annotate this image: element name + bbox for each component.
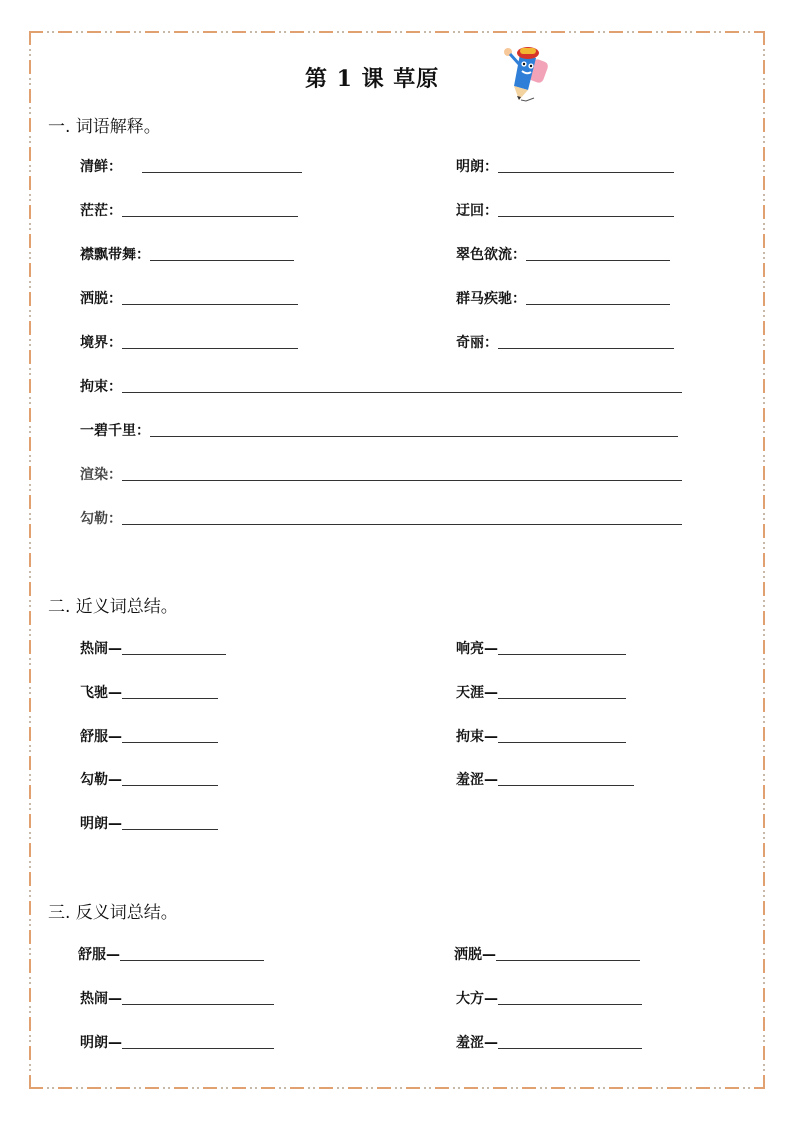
answer-blank[interactable] — [498, 1032, 642, 1049]
term-label: 羞涩— — [456, 1035, 498, 1051]
answer-blank[interactable] — [122, 288, 298, 305]
answer-blank[interactable] — [122, 638, 226, 655]
synonym-row — [456, 768, 634, 790]
term-label: 奇丽： — [456, 335, 498, 351]
answer-blank[interactable] — [122, 1032, 274, 1049]
term-label: 一碧千里： — [80, 423, 150, 439]
vocab-row — [80, 243, 294, 265]
antonym-row — [456, 1031, 642, 1053]
vocab-row — [456, 199, 674, 221]
answer-blank[interactable] — [150, 420, 678, 437]
term-label: 襟飘带舞： — [80, 247, 150, 263]
answer-blank[interactable] — [122, 332, 298, 349]
synonym-row — [80, 768, 218, 790]
answer-blank[interactable] — [498, 769, 634, 786]
synonym-row — [456, 725, 626, 747]
answer-blank[interactable] — [122, 769, 218, 786]
term-label: 勾勒— — [80, 772, 122, 788]
term-label: 群马疾驰： — [456, 291, 526, 307]
pencil-mascot-icon — [500, 40, 560, 104]
answer-blank[interactable] — [526, 244, 670, 261]
term-label: 响亮— — [456, 641, 498, 657]
answer-blank[interactable] — [122, 508, 682, 525]
answer-blank[interactable] — [526, 288, 670, 305]
vocab-row — [80, 155, 302, 177]
term-label: 境界： — [80, 335, 122, 351]
vocab-row-full — [80, 507, 682, 529]
term-label: 清鲜： — [80, 159, 122, 175]
term-label: 明朗： — [456, 159, 498, 175]
answer-blank[interactable] — [498, 682, 626, 699]
answer-blank[interactable] — [142, 156, 302, 173]
synonym-row — [80, 725, 218, 747]
answer-blank[interactable] — [498, 988, 642, 1005]
vocab-row-full — [80, 419, 678, 441]
antonym-row — [78, 943, 264, 965]
vocab-row — [456, 287, 670, 309]
term-label: 迂回： — [456, 203, 498, 219]
synonym-row — [80, 637, 226, 659]
answer-blank[interactable] — [120, 944, 264, 961]
term-label: 勾勒： — [80, 511, 122, 527]
term-label: 舒服— — [78, 947, 120, 963]
term-label: 渲染： — [80, 467, 122, 483]
answer-blank[interactable] — [498, 200, 674, 217]
answer-blank[interactable] — [122, 376, 682, 393]
answer-blank[interactable] — [498, 332, 674, 349]
vocab-row — [80, 331, 298, 353]
term-label: 羞涩— — [456, 772, 498, 788]
term-label: 舒服— — [80, 729, 122, 745]
term-label: 茫茫： — [80, 203, 122, 219]
vocab-row — [456, 155, 674, 177]
vocab-row-full — [80, 463, 682, 485]
border-top — [29, 31, 765, 33]
border-bottom — [29, 1087, 765, 1089]
page-title: 第 1 课 草原 — [305, 66, 440, 92]
vocab-row — [456, 243, 670, 265]
term-label: 大方— — [456, 991, 498, 1007]
term-label: 拘束： — [80, 379, 122, 395]
vocab-row — [80, 287, 298, 309]
term-label: 翠色欲流： — [456, 247, 526, 263]
answer-blank[interactable] — [122, 813, 218, 830]
border-right — [763, 31, 765, 1089]
term-label: 明朗— — [80, 1035, 122, 1051]
answer-blank[interactable] — [122, 464, 682, 481]
section-heading-synonyms: 二. 近义词总结。 — [48, 597, 178, 617]
term-label: 热闹— — [80, 991, 122, 1007]
term-label: 洒脱： — [80, 291, 122, 307]
answer-blank[interactable] — [498, 156, 674, 173]
term-label: 天涯— — [456, 685, 498, 701]
synonym-row — [456, 681, 626, 703]
answer-blank[interactable] — [150, 244, 294, 261]
border-left — [29, 31, 31, 1089]
vocab-row — [80, 199, 298, 221]
answer-blank[interactable] — [498, 726, 626, 743]
synonym-row — [80, 681, 218, 703]
term-label: 拘束— — [456, 729, 498, 745]
answer-blank[interactable] — [122, 200, 298, 217]
antonym-row — [456, 987, 642, 1009]
term-label: 明朗— — [80, 816, 122, 832]
section-heading-antonyms: 三. 反义词总结。 — [48, 903, 178, 923]
section-heading-vocab: 一. 词语解释。 — [48, 117, 161, 137]
antonym-row — [80, 987, 274, 1009]
antonym-row — [80, 1031, 274, 1053]
answer-blank[interactable] — [122, 682, 218, 699]
synonym-row — [80, 812, 218, 834]
answer-blank[interactable] — [498, 638, 626, 655]
answer-blank[interactable] — [122, 988, 274, 1005]
term-label: 飞驰— — [80, 685, 122, 701]
answer-blank[interactable] — [496, 944, 640, 961]
vocab-row-full — [80, 375, 682, 397]
synonym-row — [456, 637, 626, 659]
term-label: 热闹— — [80, 641, 122, 657]
dashed-page-border — [29, 31, 765, 1089]
term-label: 洒脱— — [454, 947, 496, 963]
vocab-row — [456, 331, 674, 353]
answer-blank[interactable] — [122, 726, 218, 743]
antonym-row — [454, 943, 640, 965]
